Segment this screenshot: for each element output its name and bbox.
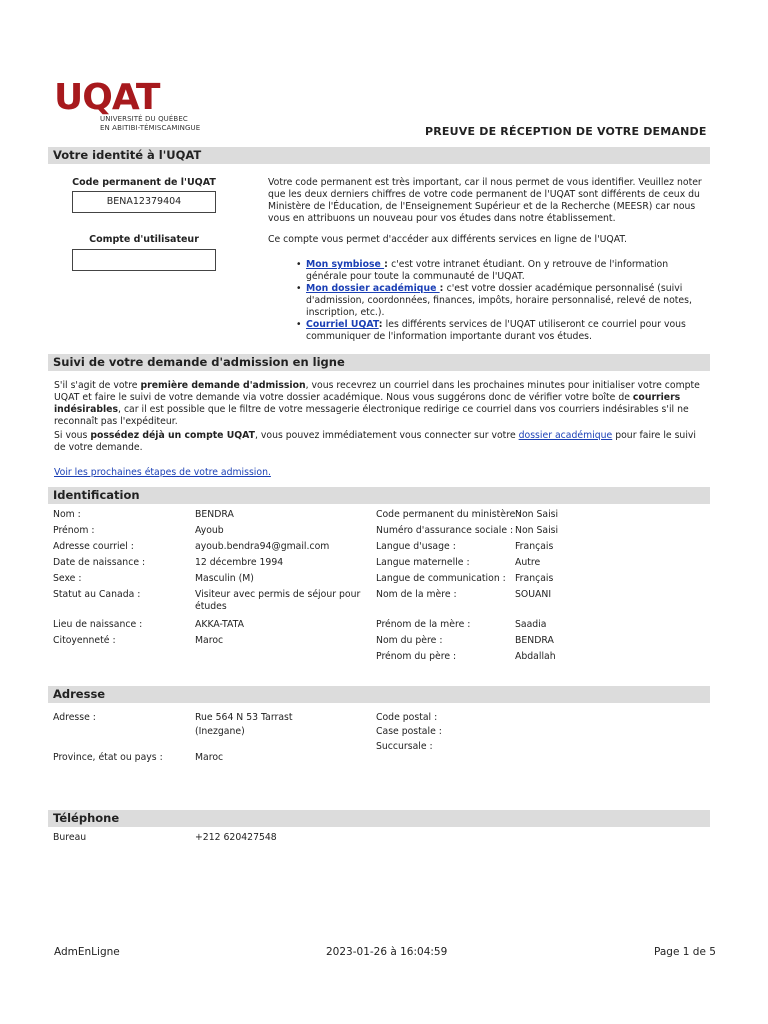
id-value-prenom-pere: Abdallah (515, 651, 556, 662)
province-value: Maroc (195, 752, 224, 763)
emphasis: courriers indésirables (54, 392, 681, 415)
footer-page-number: Page 1 de 5 (654, 946, 716, 958)
postal-code-label: Code postal : (376, 712, 438, 723)
logo-mark: UQAT (54, 77, 160, 118)
text: pour faire le suivi de votre demande. (54, 430, 696, 453)
section-identity-header (48, 147, 710, 164)
id-value-nom: BENDRA (195, 509, 234, 520)
service-item-dossier (296, 283, 706, 319)
section-telephone-header (48, 810, 710, 827)
footer-left: AdmEnLigne (54, 946, 120, 958)
text: , car il est possible que le filtre de votre messagerie électronique redirige ce courriel dans vos courriers indésirables s'il ne reconnaît pas l'expéditeur. (54, 404, 689, 427)
mon-dossier-link[interactable]: Mon dossier académique (306, 283, 440, 294)
id-value-nas: Non Saisi (515, 525, 559, 536)
id-label-prenom-mere: Prénom de la mère : (376, 619, 471, 630)
id-label-sexe: Sexe : (53, 573, 82, 584)
id-label-nas: Numéro d'assurance sociale : (376, 525, 514, 536)
section-identification-title: Identification (53, 488, 140, 502)
succursale-label: Succursale : (376, 741, 433, 752)
id-value-birthdate: 12 décembre 1994 (195, 557, 284, 568)
id-value-langue-communication: Français (515, 573, 554, 584)
services-list (296, 259, 706, 343)
id-value-langue-maternelle: Autre (515, 557, 541, 568)
mon-symbiose-link[interactable]: Mon symbiose (306, 259, 385, 270)
footer-timestamp: 2023-01-26 à 16:04:59 (326, 946, 448, 958)
id-label-email: Adresse courriel : (53, 541, 134, 552)
section-identification-header (48, 487, 710, 504)
id-label-nom-mere: Nom de la mère : (376, 589, 457, 600)
id-label-lieu-naissance: Lieu de naissance : (53, 619, 143, 630)
account-label: Compte d'utilisateur (89, 234, 199, 245)
service-sep: : (378, 319, 386, 330)
id-label-code-ministere: Code permanent du ministère : (376, 509, 522, 520)
code-permanent-description: Votre code permanent est très important, car il nous permet de vous identifier. Veuillez noter que les deux derniers chiffres de votre code permanent de l'UQAT sont différents de ceux du Ministère de l'Éducation, de l'Enseignement Supérieur et de la Recherche (MEESR) car nous vous en attribuons un nouveau pour vos études dans notre établissement. (268, 177, 702, 224)
document-title: PREUVE DE RÉCEPTION DE VOTRE DEMANDE (425, 125, 707, 138)
id-value-code-ministere: Non Saisi (515, 509, 559, 520)
id-value-citoyennete: Maroc (195, 635, 224, 646)
id-label-langue-maternelle: Langue maternelle : (376, 557, 470, 568)
service-item-courriel (296, 319, 706, 343)
dossier-academique-link[interactable]: dossier académique (518, 430, 613, 441)
emphasis: possédez déjà un compte UQAT (90, 430, 255, 441)
addr-line-2: (Inezgane) (195, 726, 245, 737)
text: Si vous (54, 430, 91, 441)
id-label-prenom: Prénom : (53, 525, 95, 536)
id-value-lieu-naissance: AKKA-TATA (195, 619, 244, 630)
text: , vous recevrez un courriel dans les prochaines minutes pour initialiser votre compte UQAT et faire le suivi de votre demande via votre dossier académique. Nous vous suggérons donc de vérifier votre boîte de (54, 380, 700, 403)
addr-line-1: Rue 564 N 53 Tarrast (195, 712, 293, 723)
id-value-prenom: Ayoub (195, 525, 224, 536)
account-description: Ce compte vous permet d'accéder aux différents services en ligne de l'UQAT. (268, 234, 627, 245)
code-permanent-label: Code permanent de l'UQAT (72, 177, 216, 188)
code-permanent-field: BENA12379404 (72, 191, 216, 213)
id-label-birthdate: Date de naissance : (53, 557, 146, 568)
section-adresse-header (48, 686, 710, 703)
uqat-logo (54, 77, 204, 136)
addr-label: Adresse : (53, 712, 96, 723)
section-suivi-title: Suivi de votre demande d'admission en ligne (53, 355, 345, 369)
id-label-prenom-pere: Prénom du père : (376, 651, 457, 662)
courriel-uqat-link[interactable]: Courriel UQAT (306, 319, 379, 330)
logo-sub-line1: UNIVERSITÉ DU QUÉBEC (100, 115, 188, 123)
section-adresse-title: Adresse (53, 687, 106, 701)
emphasis: première demande d'admission (140, 380, 306, 391)
suivi-paragraph-2 (54, 430, 710, 454)
id-value-nom-mere: SOUANI (515, 589, 552, 600)
province-label: Province, état ou pays : (53, 752, 163, 763)
phone-label: Bureau (53, 832, 87, 843)
section-telephone-title: Téléphone (53, 811, 120, 825)
id-value-statut: Visiteur avec permis de séjour pour études (195, 589, 361, 612)
suivi-paragraph-1 (54, 380, 710, 428)
next-steps-link-wrap (54, 467, 271, 479)
service-sep: : (384, 259, 392, 270)
id-value-email: ayoub.bendra94@gmail.com (195, 541, 330, 552)
service-desc: c'est votre intranet étudiant. On y retrouve de l'information générale pour toute la communauté de l'UQAT. (306, 259, 669, 282)
section-identity-title: Votre identité à l'UQAT (53, 148, 202, 162)
id-label-nom: Nom : (53, 509, 81, 520)
id-label-citoyennete: Citoyenneté : (53, 635, 116, 646)
text: S'il s'agit de votre (54, 380, 141, 391)
section-suivi-header (48, 354, 710, 371)
id-label-langue-communication: Langue de communication : (376, 573, 506, 584)
service-desc: les différents services de l'UQAT utiliseront ce courriel pour vous communiquer de l'information importante durant vos études. (306, 319, 686, 342)
service-item-symbiose (296, 259, 706, 283)
phone-value: +212 620427548 (195, 832, 277, 843)
text: , vous pouvez immédiatement vous connecter sur votre (254, 430, 519, 441)
service-sep: : (439, 283, 447, 294)
next-steps-link[interactable]: Voir les prochaines étapes de votre admission. (54, 467, 271, 478)
id-label-nom-pere: Nom du père : (376, 635, 443, 646)
service-desc: c'est votre dossier académique personnalisé (suivi d'admission, coordonnées, finances, impôts, horaire personnalisé, relevé de notes, inscription, etc.). (306, 283, 692, 318)
logo-sub-line2: EN ABITIBI-TÉMISCAMINGUE (100, 123, 201, 132)
id-label-langue-usage: Langue d'usage : (376, 541, 456, 552)
id-value-prenom-mere: Saadia (515, 619, 547, 630)
id-value-langue-usage: Français (515, 541, 554, 552)
id-value-nom-pere: BENDRA (515, 635, 554, 646)
case-postale-label: Case postale : (376, 726, 442, 737)
id-value-sexe: Masculin (M) (195, 573, 254, 584)
id-label-statut: Statut au Canada : (53, 589, 141, 600)
logo-subtitle (100, 115, 200, 132)
account-field (72, 249, 216, 271)
